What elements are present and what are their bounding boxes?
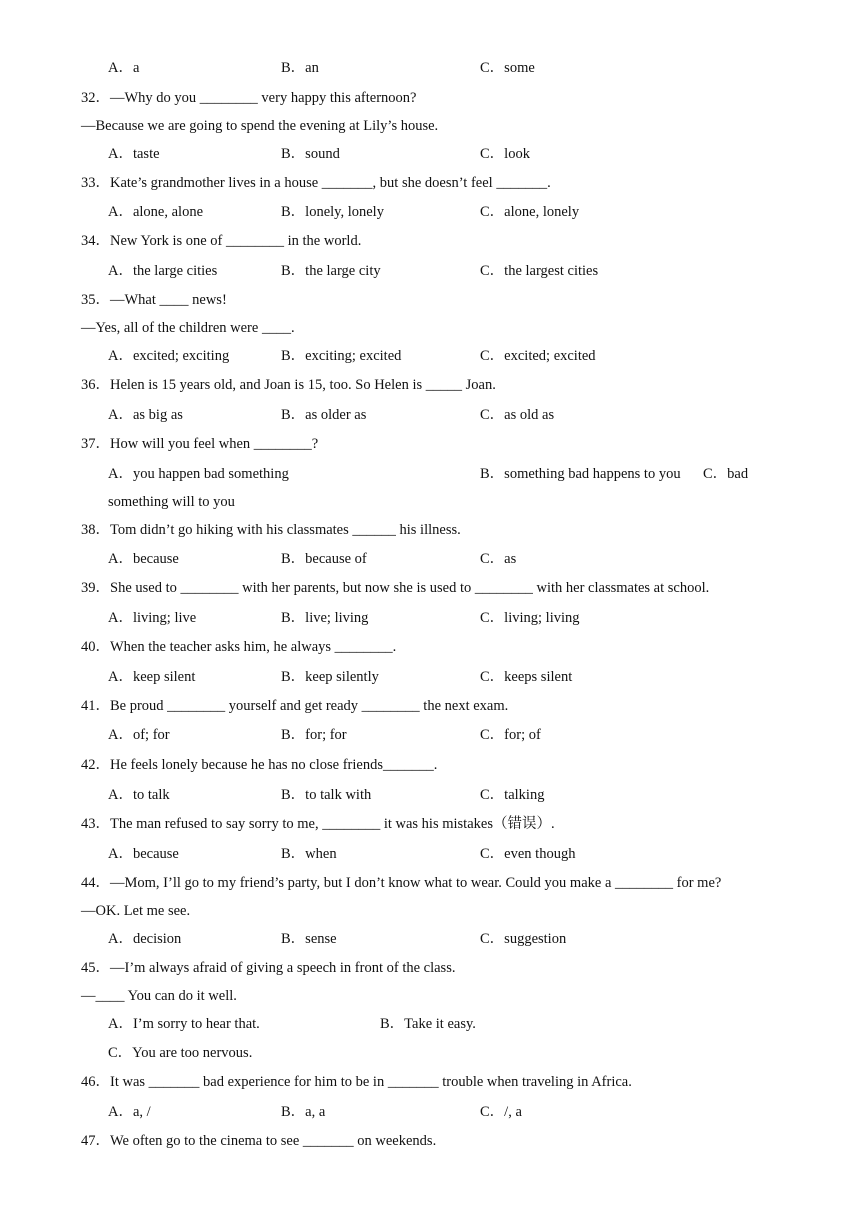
option-a: A．a, /: [108, 1104, 151, 1120]
question-33-text: 33．Kate’s grandmother lives in a house _______, but she doesn’t feel _______.: [81, 175, 551, 191]
question-40-text: 40．When the teacher asks him, he always ________.: [81, 639, 397, 655]
question-42-text: 42．He feels lonely because he has no close friends_______.: [81, 757, 438, 773]
option-a: A．living; live: [108, 610, 197, 626]
question-39-text: 39．She used to ________ with her parents, but now she is used to ________ with her classmates at school.: [81, 580, 710, 596]
question-43-text: 43．The man refused to say sorry to me, ________ it was his mistakes（错误）.: [81, 816, 555, 832]
question-37-text: 37．How will you feel when ________?: [81, 436, 319, 452]
option-b: B．an: [281, 60, 319, 76]
question-44-reply: —OK. Let me see.: [81, 903, 191, 919]
option-c: C．as old as: [480, 407, 555, 423]
option-a: A．excited; exciting: [108, 348, 230, 364]
option-c: C．as: [480, 551, 517, 567]
question-32-reply: —Because we are going to spend the evening at Lily’s house.: [81, 118, 439, 134]
option-c: C．even though: [480, 846, 576, 862]
option-c-continuation: something will to you: [108, 494, 235, 510]
option-b: B．sense: [281, 931, 337, 947]
option-a: A．I’m sorry to hear that.: [108, 1016, 260, 1032]
option-b: B．to talk with: [281, 787, 372, 803]
question-45-reply: —____ You can do it well.: [81, 988, 237, 1004]
question-35-reply: —Yes, all of the children were ____.: [81, 320, 295, 336]
option-a: A．as big as: [108, 407, 183, 423]
option-a: A．keep silent: [108, 669, 196, 685]
option-b: B．for; for: [281, 727, 347, 743]
question-35-text: 35．—What ____ news!: [81, 292, 227, 308]
option-a: A．decision: [108, 931, 182, 947]
option-b: B．exciting; excited: [281, 348, 402, 364]
option-c: C．look: [480, 146, 530, 162]
option-a: A．you happen bad something: [108, 466, 289, 482]
question-41-text: 41．Be proud ________ yourself and get ready ________ the next exam.: [81, 698, 509, 714]
question-46-text: 46．It was _______ bad experience for him to be in _______ trouble when traveling in Africa.: [81, 1074, 632, 1090]
question-38-text: 38．Tom didn’t go hiking with his classmates ______ his illness.: [81, 522, 461, 538]
option-c: C．keeps silent: [480, 669, 573, 685]
option-a: A．alone, alone: [108, 204, 204, 220]
option-b: B．sound: [281, 146, 340, 162]
option-b: B．keep silently: [281, 669, 379, 685]
option-c: C．suggestion: [480, 931, 567, 947]
option-b: B．as older as: [281, 407, 367, 423]
option-b: B．something bad happens to you: [480, 466, 681, 482]
option-a: A．to talk: [108, 787, 170, 803]
option-b: B．Take it easy.: [380, 1016, 476, 1032]
option-c: C．alone, lonely: [480, 204, 580, 220]
option-b: B．live; living: [281, 610, 369, 626]
option-c: C．You are too nervous.: [108, 1045, 253, 1061]
option-c: C．for; of: [480, 727, 541, 743]
question-47-text: 47．We often go to the cinema to see _______ on weekends.: [81, 1133, 437, 1149]
option-c: C．living; living: [480, 610, 580, 626]
option-a: A．a: [108, 60, 140, 76]
option-b: B．lonely, lonely: [281, 204, 384, 220]
option-a: A．of; for: [108, 727, 170, 743]
option-c: C．excited; excited: [480, 348, 596, 364]
question-45-text: 45．—I’m always afraid of giving a speech in front of the class.: [81, 960, 456, 976]
option-b: B．because of: [281, 551, 367, 567]
option-a: A．because: [108, 551, 179, 567]
option-a: A．taste: [108, 146, 160, 162]
option-a: A．because: [108, 846, 179, 862]
option-c: C．bad: [703, 466, 749, 482]
option-a: A．the large cities: [108, 263, 218, 279]
option-c: C．/, a: [480, 1104, 522, 1120]
question-34-text: 34．New York is one of ________ in the world.: [81, 233, 362, 249]
question-44-text: 44．—Mom, I’ll go to my friend’s party, but I don’t know what to wear. Could you make a ________ for me?: [81, 875, 722, 891]
question-32-text: 32．—Why do you ________ very happy this afternoon?: [81, 90, 417, 106]
option-c: C．the largest cities: [480, 263, 599, 279]
option-b: B．when: [281, 846, 337, 862]
option-c: C．some: [480, 60, 535, 76]
option-b: B．a, a: [281, 1104, 326, 1120]
option-c: C．talking: [480, 787, 545, 803]
question-36-text: 36．Helen is 15 years old, and Joan is 15, too. So Helen is _____ Joan.: [81, 377, 496, 393]
option-b: B．the large city: [281, 263, 381, 279]
